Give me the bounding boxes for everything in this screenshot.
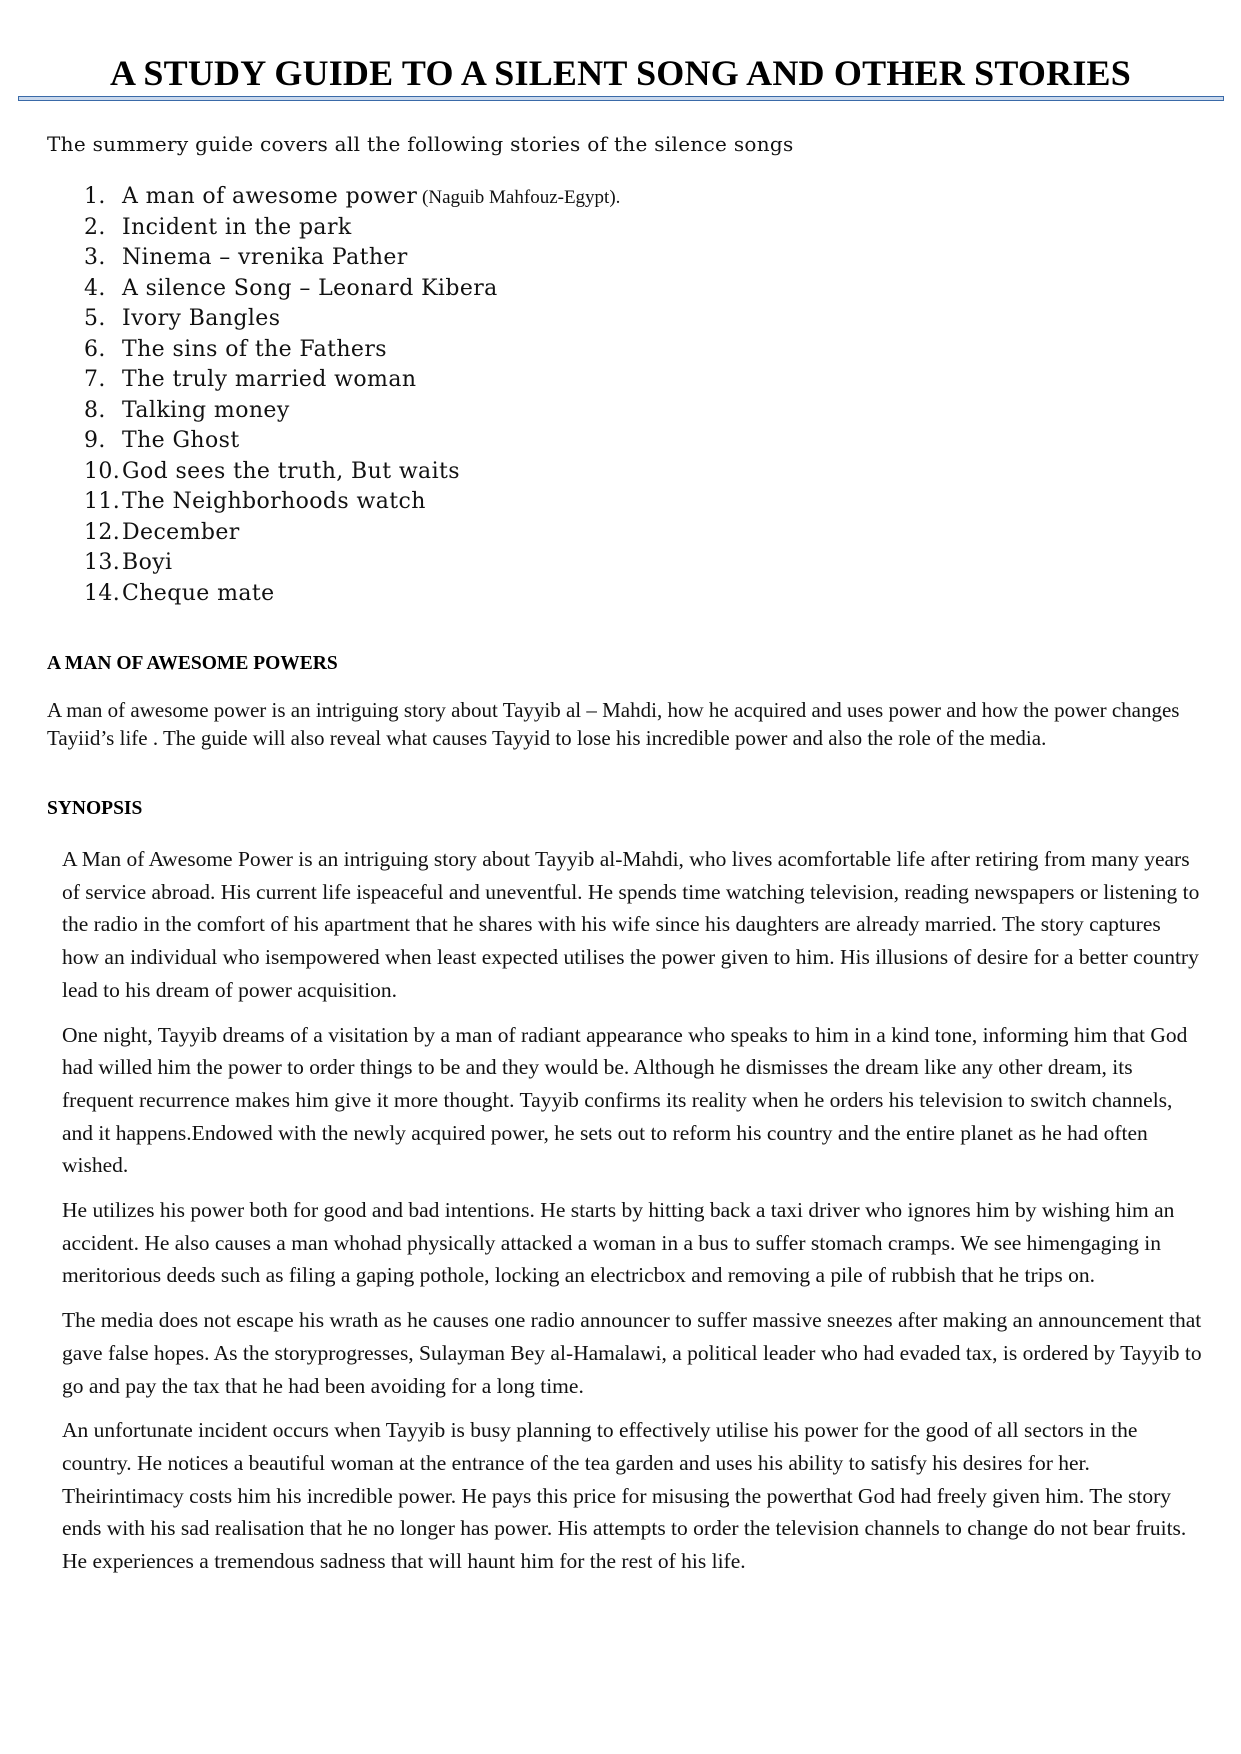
list-number: 5. [84,306,106,331]
story-title: The sins of the Fathers [122,336,387,362]
synopsis-paragraph: The media does not escape his wrath as he causes one radio announcer to suffer massive sneezes after making an announcement that gave false hopes. As the storyprogresses, Sulayman Bey al-Hamalawi, a political leader who had evaded tax, is ordered by Tayyib to go and pay the tax that he had been avoiding for a long time. [62,1308,1202,1398]
document-title: A STUDY GUIDE TO A SILENT SONG AND OTHER STORIES [110,53,1131,93]
list-item [84,548,620,579]
list-number: 10. [84,458,121,484]
synopsis-paragraph: He utilizes his power both for good and bad intentions. He starts by hitting back a taxi driver who ignores him by wishing him an accident. He also causes a man whohad physically attacked a woman in a bus to suffer stomach cramps. We see himengaging in meritorious deeds such as filing a gaping pothole, locking an electricbox and removing a pile of rubbish that he trips on. [62,1198,1175,1288]
story-title: Incident in the park [122,214,352,240]
list-item [84,274,620,305]
list-number: 13. [84,550,121,575]
story-title: A man of awesome power [122,184,418,209]
synopsis-heading: SYNOPSIS [47,798,143,819]
story-title: Cheque mate [122,580,275,606]
story-list [84,182,620,609]
synopsis-paragraph: An unfortunate incident occurs when Tayyib is busy planning to effectively utilise his power for the good of all sectors in the country. He notices a beautiful woman at the entrance of the tea garden and uses his ability to satisfy his desires for her. Theirintimacy costs him his incredible power. He pays this price for misusing the powerthat God had freely given him. The story ends with his sad realisation that he no longer has power. His attempts to order the television channels to change do not bear fruits. He experiences a tremendous sadness that will haunt him for the rest of his life. [62,1418,1187,1574]
list-item [84,213,620,244]
story-title: December [122,519,240,545]
intro-text: The summery guide covers all the following stories of the silence songs [47,132,794,156]
list-number: 3. [84,245,106,270]
story-title: Boyi [122,550,173,575]
story-title: Talking money [122,397,290,423]
list-item [84,579,620,610]
list-item [84,396,620,427]
synopsis-paragraph: A Man of Awesome Power is an intriguing story about Tayyib al-Mahdi, who lives acomfortable life after retiring from many years of service abroad. His current life ispeaceful and uneventful. He spends time watching television, reading newspapers or listening to the radio in the comfort of his apartment that he shares with his wife since his daughters are already married. The story captures how an individual who isempowered when least expected utilises the power given to him. His illusions of desire for a better country lead to his dream of power acquisition. [62,847,1200,1002]
story-title: The Neighborhoods watch [122,489,426,514]
list-number: 2. [84,214,106,240]
list-number: 9. [84,428,106,453]
story-title: The truly married woman [122,367,417,392]
section-heading: A MAN OF AWESOME POWERS [47,653,338,674]
story-note: (Naguib Mahfouz-Egypt). [417,187,621,208]
list-number: 7. [84,367,106,392]
story-title: God sees the truth, But waits [122,458,460,484]
story-title: A silence Song – Leonard Kibera [122,275,498,301]
list-item [84,487,620,518]
list-item [84,243,620,274]
list-number: 11. [84,489,121,514]
section-intro-paragraph: A man of awesome power is an intriguing story about Tayyib al – Mahdi, how he acquired and uses power and how the power changes Tayiid’s life . The guide will also reveal what causes Tayyid to lose his incredible power and also the role of the media. [47,698,1180,750]
list-item [84,457,620,488]
list-item [84,365,620,396]
list-item [84,182,620,213]
list-number: 1. [84,184,106,209]
list-number: 4. [84,275,106,301]
list-number: 6. [84,336,106,362]
list-item [84,518,620,549]
story-title: Ninema – vrenika Pather [122,245,408,270]
title-underline [18,96,1224,101]
list-number: 14. [84,580,121,606]
list-item [84,304,620,335]
synopsis-paragraph: One night, Tayyib dreams of a visitation by a man of radiant appearance who speaks to him in a kind tone, informing him that God had willed him the power to order things to be and they would be. Although he dismisses the dream like any other dream, its frequent recurrence makes him give it more thought. Tayyib confirms its reality when he orders his television to switch channels, and it happens.Endowed with the newly acquired power, he sets out to reform his country and the entire planet as he had often wished. [62,1022,1188,1178]
list-number: 8. [84,397,106,423]
story-title: The Ghost [122,428,240,453]
list-item [84,335,620,366]
list-item [84,426,620,457]
list-number: 12. [84,519,121,545]
synopsis-body [62,843,1202,1590]
story-title: Ivory Bangles [122,306,281,331]
